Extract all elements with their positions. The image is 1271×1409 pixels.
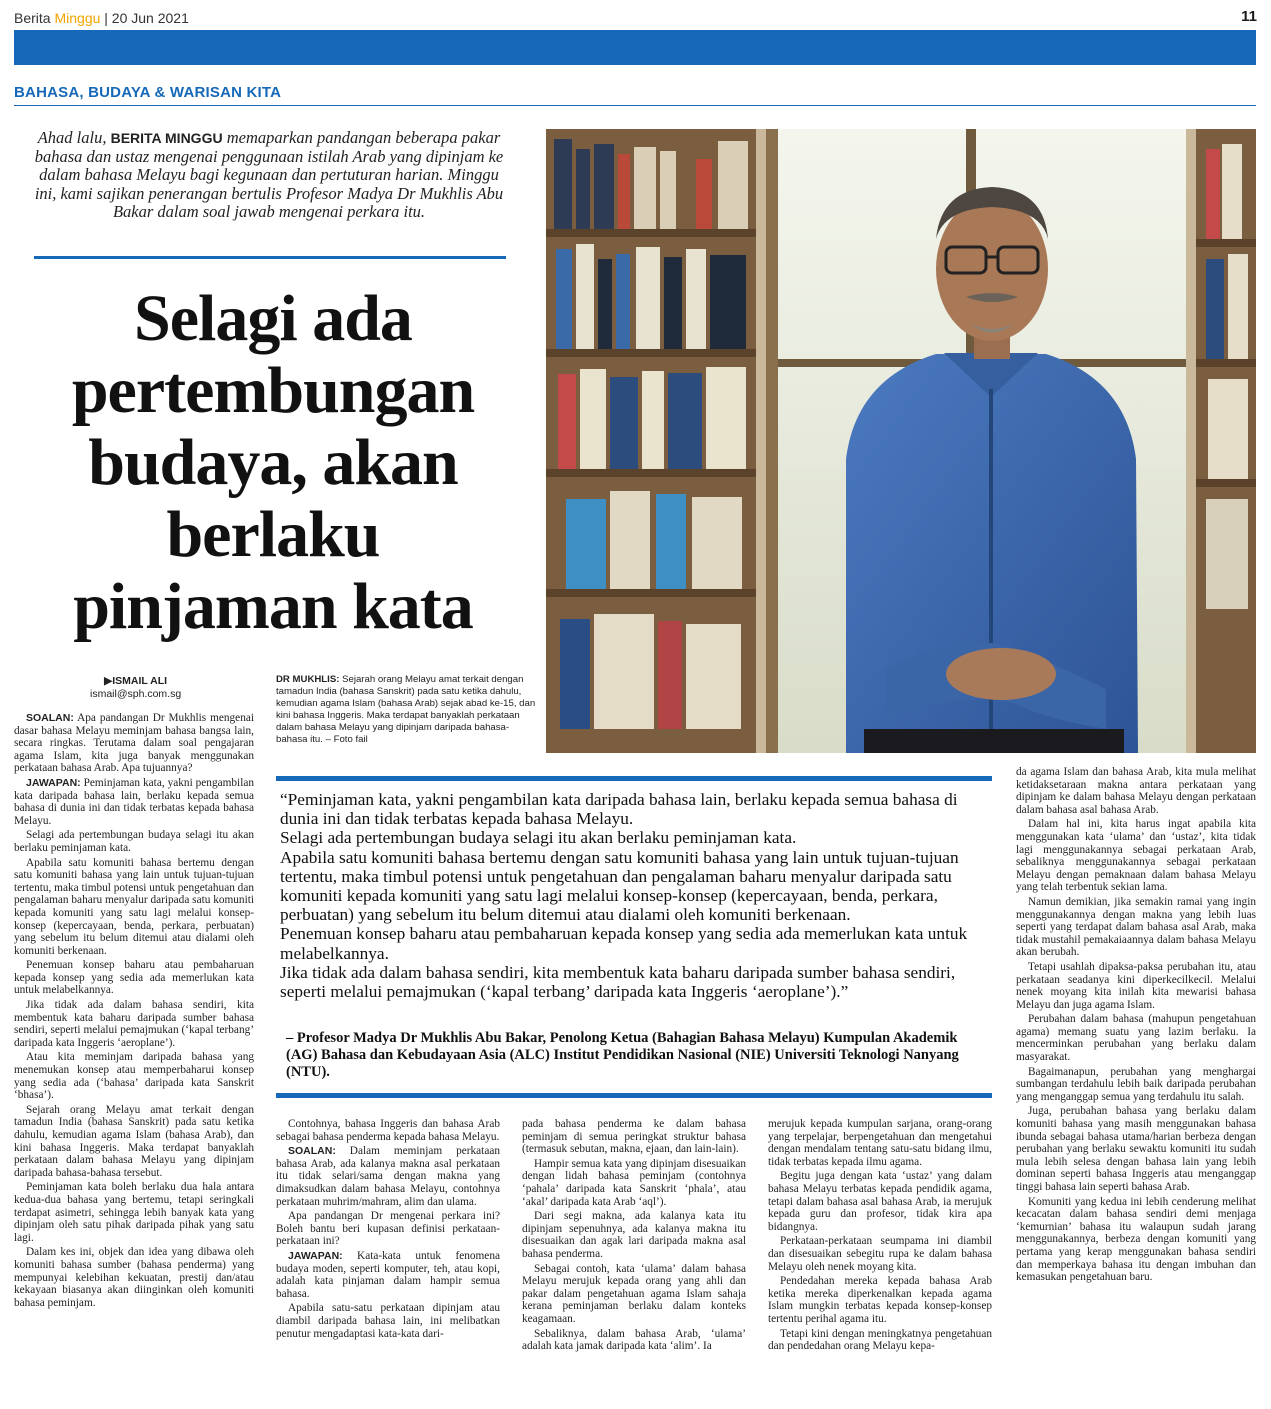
paragraph: da agama Islam dan bahasa Arab, kita mula melihat ketidaksetaraan makna antara perkataan yang dipinjam ke dalam bahasa Melayu dengan perkataan dalam bahasa asal bahasa Arab. <box>1016 766 1256 816</box>
column-3 <box>522 1118 746 1355</box>
issue-date: | 20 Jun 2021 <box>104 10 189 26</box>
intro-brand: BERITA MINGGU <box>110 130 223 146</box>
column-1 <box>14 712 254 1311</box>
paragraph: Sebagai contoh, kata ‘ulama’ dalam bahasa Melayu merujuk kepada orang yang ahli dan pakar dalam pengetahuan agama Islam sahaja kerana peminjaman berlaku dalam konteks keagamaan. <box>522 1262 746 1325</box>
paragraph: pada bahasa penderma ke dalam bahasa peminjam di semua peringkat struktur bahasa (termasuk sebutan, makna, ejaan, dan lain-lain). <box>522 1118 746 1156</box>
paragraph-text: Peminjaman kata, yakni pengambilan kata daripada bahasa lain, berlaku kepada semua bahasa di dunia ini dan tidak terbatas kepada bahasa Melayu. <box>14 776 254 827</box>
paragraph: Pendedahan mereka kepada bahasa Arab ketika mereka diperkenalkan kepada agama Islam mungkin terbatas kepada konsep-konsep tertentu perihal agama itu. <box>768 1275 992 1325</box>
paragraph-text: Dalam meminjam perkataan bahasa Arab, ada kalanya makna asal perkataan itu tidak selari/sama dengan makna yang dimaksudkan dalam bahasa Melayu, contohnya perkataan muhrim/mahram, alim dan ulama. <box>276 1145 500 1208</box>
intro-standfirst <box>34 129 504 222</box>
section-title: BAHASA, BUDAYA & WARISAN KITA <box>14 84 282 101</box>
byline <box>90 675 181 701</box>
portrait-photo <box>546 129 1256 753</box>
paragraph: Tetapi usahlah dipaksa-paksa perubahan itu, atau perkataan seadanya kini diperkecilkecil. Melalui nenek moyang kita inilah kita mewarisi bahasa Melayu dan juga agama Islam. <box>1016 960 1256 1011</box>
paragraph: Perubahan dalam bahasa (mahupun pengetahuan agama) memang suatu yang lazim berlaku. Ia mencerminkan perubahan yang berlaku dalam masyarakat. <box>1016 1013 1256 1064</box>
pullquote-line: Apabila satu komuniti bahasa bertemu dengan satu komuniti bahasa yang lain untuk tujuan-tujuan tertentu, maka timbul potensi untuk pengetahuan dan pengalaman baharu menyalur daripada satu komuniti kepada komuniti yang satu lagi melalui konsep-konsep (kepercayaan, benda, perkara, perbuatan) yang sebelum itu belum ditemui atau dialami oleh komuniti berkenaan. <box>280 847 959 925</box>
paragraph: Namun demikian, jika semakin ramai yang ingin menggunakannya dengan makna yang lebih luas seperti yang terdapat dalam bahasa asal Arab, maka tidak mustahil pemakaiaannya dalam bahasa Melayu akan berubah. <box>1016 895 1256 959</box>
paragraph: Dalam kes ini, objek dan idea yang dibawa oleh komuniti bahasa sumber (bahasa penderma) yang mempunyai kelebihan kekuatan, prestij dan/atau kekayaan biasanya akan diinginkan oleh komuniti bahasa peminjam. <box>14 1246 254 1309</box>
paragraph: Perkataan-perkataan seumpama ini diambil dan disesuaikan sebegitu rupa ke dalam bahasa Melayu oleh nenek moyang kita. <box>768 1235 992 1273</box>
byline-email: ismail@sph.com.sg <box>90 688 182 700</box>
qa-label: SOALAN: <box>288 1145 336 1158</box>
paragraph: Penemuan konsep baharu atau pembaharuan kepada konsep yang sedia ada memerlukan kata untuk melabelkannya. <box>14 959 254 997</box>
intro-divider <box>34 256 506 259</box>
paragraph: Bagaimanapun, perubahan yang menghargai sumbangan terdahulu lebih baik daripada perubahan yang menganggap semua yang terdahulu itu salah. <box>1016 1065 1256 1103</box>
intro-pre: Ahad lalu, <box>37 128 111 147</box>
paragraph: Juga, perubahan bahasa yang berlaku dalam komuniti bahasa yang masih menggunakan bahasa ibunda sebagai bahasa utama/harian berbeza dengan perubahan yang berlaku sewaktu komuniti itu sudah mula lebih selesa dengan bahasa lain yang lebih dominan seperti bahasa Inggeris atau menganggap tinggi bahasa lain seperti bahasa Arab. <box>1016 1105 1256 1193</box>
caption-lead: DR MUKHLIS: <box>276 674 340 685</box>
paragraph: Selagi ada pertembungan budaya selagi itu akan berlaku peminjaman kata. <box>14 829 254 854</box>
column-5 <box>1016 766 1256 1286</box>
library-portrait-illustration <box>546 129 1256 753</box>
column-2 <box>276 1118 500 1342</box>
masthead-brand: Berita <box>14 10 51 26</box>
pullquote-bottom-rule <box>276 1093 992 1098</box>
paragraph <box>276 1250 500 1300</box>
qa-label: JAWAPAN: <box>288 1249 343 1262</box>
pullquote-line: Penemuan konsep baharu atau pembaharuan kepada konsep yang sedia ada memerlukan kata untuk melabelkannya. <box>280 924 968 963</box>
header-band <box>14 30 1256 65</box>
section-divider <box>14 105 1256 106</box>
paragraph: Dari segi makna, ada kalanya kata itu dipinjam sepenuhnya, ada kalanya makna itu disesuaikan dan agak lari daripada makna asal bahasa penderma. <box>522 1210 746 1260</box>
column-4 <box>768 1118 992 1355</box>
intro-text: memaparkan pandangan beberapa pakar bahasa dan ustaz mengenai penggunaan istilah Arab yang dipinjam ke dalam bahasa Melayu bagi kegunaan dan pertuturan harian. Minggu ini, kami sajikan penerangan bertulis Profesor Madya Dr Mukhlis Abu Bakar dalam soal jawab mengenai perkara itu. <box>34 128 504 222</box>
paragraph: Contohnya, bahasa Inggeris dan bahasa Arab sebagai bahasa penderma kepada bahasa Melayu. <box>276 1118 500 1143</box>
pullquote-line: “Peminjaman kata, yakni pengambilan kata daripada bahasa lain, berlaku kepada semua bahasa di dunia ini dan tidak terbatas kepada bahasa Melayu. <box>280 790 958 829</box>
paragraph: Tetapi kini dengan meningkatnya pengetahuan dan pendedahan orang Melayu kepa- <box>768 1327 992 1353</box>
paragraph: Peminjaman kata boleh berlaku dua hala antara kedua-dua bahasa yang bertemu, tetapi seringkali terdapat asimetri, sehingga lebih banyak kata yang dipinjam oleh satu pihak daripada pihak yang satu lagi. <box>14 1181 254 1244</box>
page-number: 11 <box>1241 8 1257 25</box>
qa-label: SOALAN: <box>26 712 74 724</box>
paragraph: Apa pandangan Dr mengenai perkara ini? Boleh bantu beri kupasan definisi perkataan-perkataan ini? <box>276 1210 500 1248</box>
pullquote-attribution: – Profesor Madya Dr Mukhlis Abu Bakar, Penolong Ketua (Bahagian Bahasa Melayu) Kumpulan Akademik (AG) Bahasa dan Kebudayaan Asia (ALC) Institut Pendidikan Nasional (NIE) Universiti Teknologi Nanyang (NTU). <box>286 1030 959 1080</box>
pullquote-line: Selagi ada pertembungan budaya selagi itu akan berlaku peminjaman kata. <box>280 828 797 848</box>
caption-text: Sejarah orang Melayu amat terkait dengan tamadun India (bahasa Sanskrit) pada satu ketika dahulu, kemudian agama Islam (bahasa Arab) sejak abad ke-15, dan kini bahasa Inggeris. Maka terdapat banyaklah perkataan dalam bahasa Melayu yang dipinjam daripada bahasa-bahasa itu. – Foto fail <box>276 674 536 745</box>
photo-caption <box>276 674 536 746</box>
pullquote-top-rule <box>276 776 992 781</box>
paragraph: Sejarah orang Melayu amat terkait dengan tamadun India (bahasa Sanskrit) pada satu ketika dahulu, kemudian agama Islam (bahasa Arab), dan kini bahasa Inggeris. Maka terdapat banyaklah perkataan dalam bahasa Melayu yang dipinjam daripada bahasa-bahasa tersebut. <box>14 1103 254 1179</box>
masthead <box>14 10 189 26</box>
pullquote-line: Jika tidak ada dalam bahasa sendiri, kita membentuk kata baharu daripada sumber bahasa sendiri, seperti melalui pemajmukan (‘kapal terbang’ daripada kata Inggeris ‘aeroplane’).” <box>280 962 956 1002</box>
paragraph: merujuk kepada kumpulan sarjana, orang-orang yang terpelajar, berpengetahuan dan mengetahui dengan mendalam tentang satu-satu bidang ilmu, tidak terbatas kepada ilmu agama. <box>768 1118 992 1168</box>
paragraph-text: Kata-kata untuk fenomena budaya moden, seperti komputer, teh, atau kopi, adalah kata pinjaman dalam hampir semua bahasa. <box>276 1249 500 1300</box>
paragraph: Apabila satu-satu perkataan dipinjam atau diambil daripada bahasa lain, ini melibatkan penutur mengadaptasi kata-kata dari- <box>276 1302 500 1340</box>
headline: Selagi ada pertembungan budaya, akan berlaku pinjaman kata <box>71 282 475 643</box>
masthead-brand-accent: Minggu <box>54 10 101 26</box>
paragraph: Komuniti yang kedua ini lebih cenderung melihat kecacatan dalam bahasa sendiri demi menjaga ‘kemurnian’ bahasa itu walaupun sudah jarang menggunakannya, berbeza dengan komuniti yang pertama yang kerap menggunakan bahasa sendiri dan memperkaya bahasa itu dengan imbuhan dan kemasukan pengetahuan baru. <box>1016 1195 1256 1284</box>
paragraph: Apabila satu komuniti bahasa bertemu dengan satu komuniti bahasa yang lain untuk tujuan-tujuan tertentu, maka timbul potensi untuk pengetahuan dan pengalaman baharu menyalur daripada satu komuniti kepada komuniti yang satu lagi melalui konsep-konsep (kepercayaan, benda, perkara, perbuatan) yang sebelum itu belum ditemui atau dialami oleh komuniti berkenaan. <box>14 856 254 957</box>
byline-name: ▶ISMAIL ALI <box>104 675 168 687</box>
paragraph <box>276 1145 500 1208</box>
paragraph-text: Apa pandangan Dr Mukhlis mengenai dasar bahasa Melayu meminjam bahasa bangsa lain, secara ringkas. Terutama dalam soal pengajaran agama Islam, kita juga banyak menggunakan perkataan bahasa Arab. Apa tujuannya? <box>14 712 254 775</box>
paragraph: Hampir semua kata yang dipinjam disesuaikan dengan lidah bahasa peminjam (contohnya ‘pahala’ daripada kata Sanskrit ‘phala’, atau ‘akal’ daripada kata Arab ‘aql’). <box>522 1157 746 1208</box>
paragraph <box>14 777 254 827</box>
qa-label: JAWAPAN: <box>26 776 81 789</box>
paragraph <box>14 712 254 775</box>
paragraph: Dalam hal ini, kita harus ingat apabila kita menggunakan kata ‘ulama’ dan ‘ustaz’, kita tidak lagi menggunakannya sebagai perkataan Arab, sebaliknya menggunakannya sebagai perkataan Melayu dengan pemaknaan dalam bahasa Melayu yang telah terbentuk sekian lama. <box>1016 818 1256 894</box>
paragraph: Atau kita meminjam daripada bahasa yang menemukan konsep atau memperbaharui konsep yang sedia ada (‘bahasa’ daripada kata Sanskrit ‘bhasa’). <box>14 1051 254 1102</box>
paragraph: Jika tidak ada dalam bahasa sendiri, kita membentuk kata baharu daripada sumber bahasa sendiri, seperti melalui pemajmukan (‘kapal terbang’ daripada kata Inggeris ‘aeroplane’). <box>14 999 254 1049</box>
paragraph: Begitu juga dengan kata ‘ustaz’ yang dalam bahasa Melayu terbatas kepada pendidik agama, tetapi dalam bahasa asal bahasa Arab, ia merujuk kepada guru dan profesor, tidak kira apa bidangnya. <box>768 1170 992 1233</box>
paragraph: Sebaliknya, dalam bahasa Arab, ‘ulama’ adalah kata jamak daripada kata ‘alim’. Ia <box>522 1327 746 1353</box>
pullquote <box>280 790 984 1001</box>
